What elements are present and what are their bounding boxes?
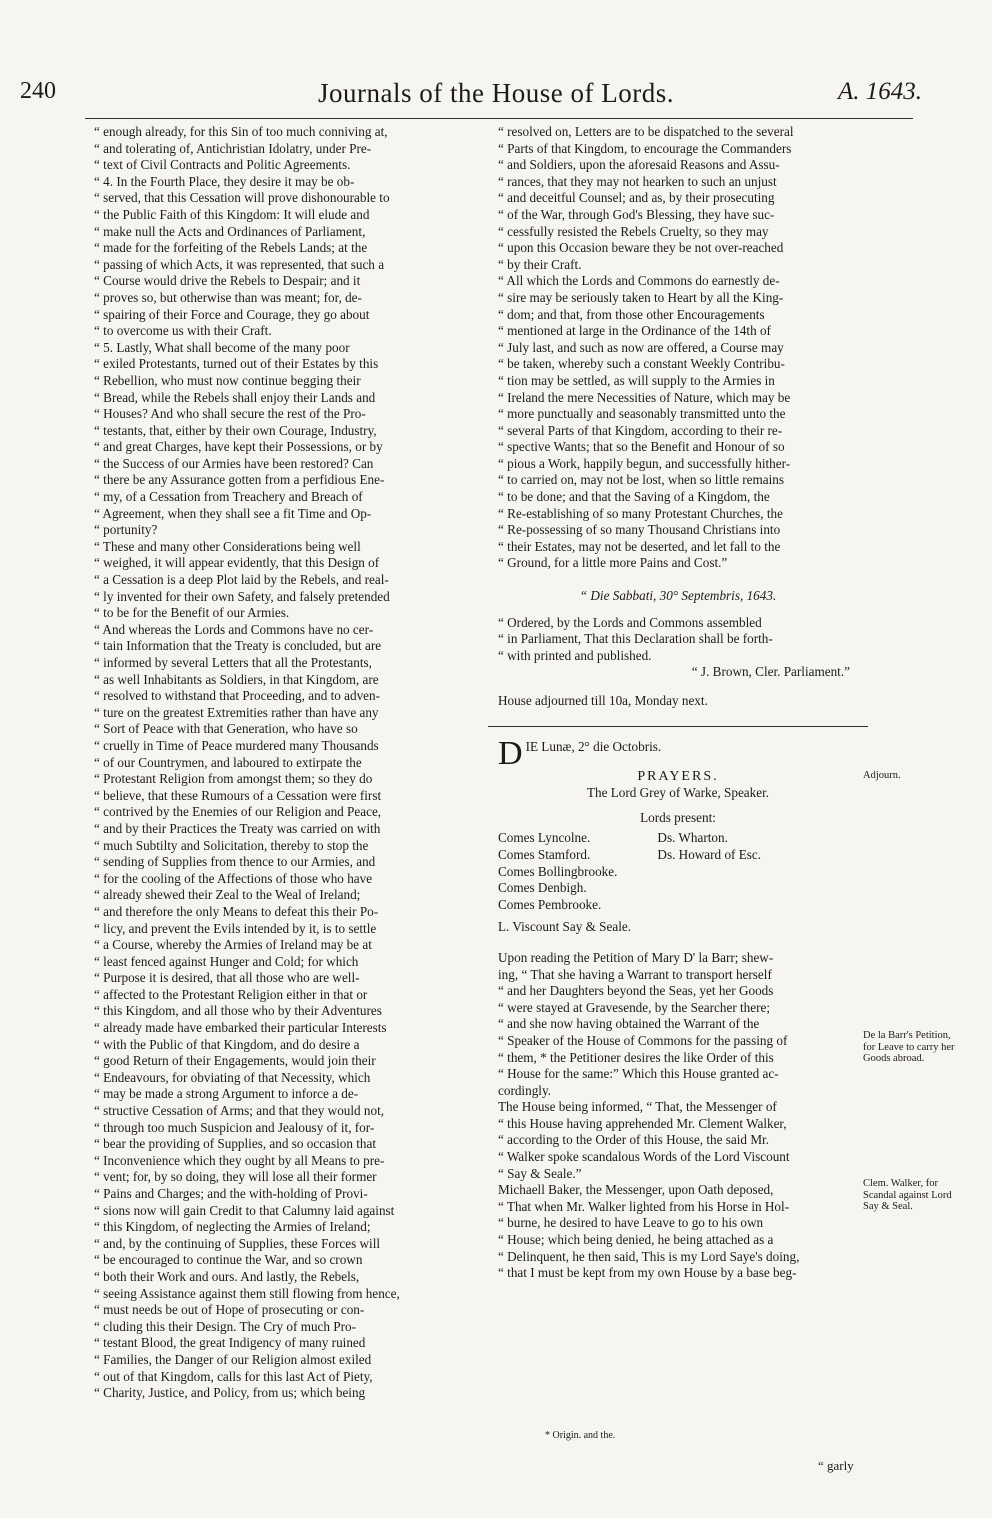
text-line: “ for the cooling of the Affections of those who have	[94, 870, 373, 886]
text-line: “ ly invented for their own Safety, and falsely pretended	[94, 588, 390, 604]
text-line: “ portunity?	[94, 522, 158, 538]
text-line: “ already made have embarked their particular Interests	[94, 1020, 387, 1036]
text-line: “ out of that Kingdom, calls for this last Act of Piety,	[94, 1368, 373, 1384]
text-line: “ believe, that these Rumours of a Cessation were first	[94, 787, 382, 803]
text-line: “ All which the Lords and Commons do earnestly de-	[498, 273, 780, 289]
text-line: “ Families, the Danger of our Religion almost exiled	[94, 1351, 372, 1367]
text-line: “ this Kingdom, of neglecting the Armies of Ireland;	[94, 1219, 371, 1235]
text-line: “ and Soldiers, upon the aforesaid Reasons and Assu-	[498, 157, 780, 173]
text-line: “ as well Inhabitants as Soldiers, in that Kingdom, are	[94, 671, 379, 687]
text-line: cordingly.	[498, 1082, 551, 1098]
margin-note-adjourn: Adjourn.	[863, 770, 901, 781]
lord-name: Comes Lyncolne.	[498, 830, 591, 846]
lord-name: Comes Denbigh.	[498, 880, 587, 896]
new-day-heading	[498, 734, 858, 772]
right-column-bottom-text	[498, 950, 858, 1282]
text-line: “ cluding this their Design. The Cry of much Pro-	[94, 1318, 356, 1334]
text-line: “ that I must be kept from my own House by a base beg-	[498, 1265, 797, 1281]
text-line: “ this Kingdom, and all those who by their Adventures	[94, 1003, 382, 1019]
text-line: “ be taken, whereby such a constant Weekly Contribu-	[498, 356, 785, 372]
text-line: “ Sort of Peace with that Generation, who have so	[94, 721, 358, 737]
text-line: “ informed by several Letters that all the Protestants,	[94, 655, 372, 670]
text-line: “ be encouraged to continue the War, and so crown	[94, 1252, 363, 1268]
text-line: “ the Success of our Armies have been restored? Can	[94, 455, 374, 471]
text-line: “ rances, that they may not hearken to such an unjust	[498, 173, 777, 189]
right-column	[498, 124, 858, 1282]
text-line: Upon reading the Petition of Mary D' la Barr; shew-	[498, 949, 774, 965]
text-line: “ pious a Work, happily begun, and successfully hither-	[498, 455, 791, 471]
text-line: “ according to the Order of this House, the said Mr.	[498, 1132, 770, 1148]
text-line: “ tion may be settled, as will supply to the Armies in	[498, 372, 775, 388]
prayers-heading: PRAYERS.	[637, 768, 719, 784]
year-label: A. 1643.	[837, 78, 922, 105]
text-line: “ my, of a Cessation from Treachery and Breach of	[94, 489, 363, 505]
text-line: “ July last, and such as now are offered, a Course may	[498, 339, 784, 355]
text-line: “ and she now having obtained the Warrant of the	[498, 1016, 760, 1032]
header-rule	[85, 118, 913, 119]
text-line: “ made for the forfeiting of the Rebels Lands; at the	[94, 240, 368, 256]
text-line: “ and her Daughters beyond the Seas, yet her Goods	[498, 983, 774, 999]
text-line: “ mentioned at large in the Ordinance of the 14th of	[498, 323, 771, 339]
text-line: “ tain Information that the Treaty is concluded, but are	[94, 638, 382, 654]
text-line: “ spairing of their Force and Courage, they go about	[94, 306, 370, 322]
lord-name: Comes Bollingbrooke.	[498, 863, 618, 879]
text-line: “ make null the Acts and Ordinances of Parliament,	[94, 223, 366, 239]
text-line: “ Pains and Charges; and the with-holding of Provi-	[94, 1186, 368, 1201]
text-line: “ Say & Seale.”	[498, 1165, 582, 1181]
text-line: “ to overcome us with their Craft.	[94, 323, 272, 339]
text-line: “ this House having apprehended Mr. Clement Walker,	[498, 1115, 787, 1131]
text-line: “ least fenced against Hunger and Cold; for which	[94, 953, 359, 969]
text-line: “ enough already, for this Sin of too much conniving at,	[94, 124, 388, 139]
drop-cap: D	[498, 734, 523, 772]
text-line: “ House for the same:” Which this House granted ac-	[498, 1066, 779, 1082]
text-line: “ Inconvenience which they ought by all Means to pre-	[94, 1152, 385, 1168]
text-line: “ must needs be out of Hope of prosecuting or con-	[94, 1302, 365, 1318]
text-line: “ resolved on, Letters are to be dispatched to the several	[498, 124, 794, 139]
text-line: “ Re-establishing of so many Protestant Churches, the	[498, 505, 783, 521]
text-line: “ good Return of their Engagements, would join their	[94, 1053, 376, 1069]
text-line: “ their Estates, may not be deserted, and let fall to the	[498, 538, 781, 554]
text-line: “ to be for the Benefit of our Armies.	[94, 605, 290, 621]
text-line: “ Delinquent, he then said, This is my Lord Saye's doing,	[498, 1248, 800, 1264]
text-line: “ Charity, Justice, and Policy, from us; which being	[94, 1385, 366, 1401]
text-line: “ to be done; and that the Saving of a Kingdom, the	[498, 489, 770, 505]
text-line: “ proves so, but otherwise than was meant; for, de-	[94, 289, 362, 305]
right-column-top-text	[498, 124, 858, 572]
text-line: “ several Parts of that Kingdom, according to their re-	[498, 422, 783, 438]
running-title: Journals of the House of Lords.	[318, 78, 674, 108]
adjourned-line: House adjourned till 10a, Monday next.	[498, 693, 708, 708]
text-line: “ affected to the Protestant Religion either in that or	[94, 986, 368, 1002]
text-line: “ Re-possessing of so many Thousand Christians into	[498, 522, 781, 538]
text-line: “ Houses? And who shall secure the rest of the Pro-	[94, 406, 366, 422]
text-line: “ and deceitful Counsel; and as, by their prosecuting	[498, 190, 775, 206]
text-line: “ through too much Suspicion and Jealousy of it, for-	[94, 1119, 375, 1135]
text-line: “ passing of which Acts, it was represented, that such a	[94, 256, 385, 272]
lord-name: Ds. Wharton.	[657, 830, 728, 846]
text-line: “ Ireland the mere Necessities of Nature, which may be	[498, 389, 791, 405]
catchword: “ garly	[818, 1458, 854, 1473]
text-line: “ Ground, for a little more Pains and Cost.”	[498, 555, 728, 571]
text-line: “ contrived by the Enemies of our Religion and Peace,	[94, 804, 382, 820]
lords-present-label: Lords present:	[640, 809, 716, 825]
text-line: “ the Public Faith of this Kingdom: It will elude and	[94, 206, 370, 222]
text-line: “ spective Wants; that so the Benefit and Honour of so	[498, 439, 785, 455]
text-line: “ sire may be seriously taken to Heart by all the King-	[498, 289, 784, 305]
text-line: “ These and many other Considerations being well	[94, 538, 361, 554]
text-line: “ Purpose it is desired, that all those who are well-	[94, 970, 360, 986]
lord-name: Ds. Howard of Esc.	[657, 846, 762, 862]
text-line: “ ture on the greatest Extremities rather than have any	[94, 704, 379, 720]
margin-note-labarr: De la Barr's Petition, for Leave to carry her Goods abroad.	[863, 1030, 955, 1064]
page-number: 240	[20, 78, 56, 104]
text-line: “ testants, that, either by their own Courage, Industry,	[94, 422, 377, 438]
date-line: “ Die Sabbati, 30° Septembris, 1643.	[579, 588, 777, 604]
text-line: “ cessfully resisted the Rebels Cruelty, so they may	[498, 223, 769, 239]
page-header	[0, 78, 992, 118]
text-line: “ a Cessation is a deep Plot laid by the Rebels, and real-	[94, 572, 389, 588]
text-line: “ upon this Occasion beware they be not over-reached	[498, 240, 784, 256]
footnote: * Origin. and the.	[545, 1430, 616, 1441]
text-line: “ much Subtilty and Solicitation, thereby to stop the	[94, 837, 369, 853]
text-line: “ by their Craft.	[498, 256, 582, 272]
text-line: “ to carried on, may not be lost, when so little remains	[498, 472, 785, 488]
text-line: “ House; which being denied, he being attached as a	[498, 1232, 774, 1248]
viscount-line: L. Viscount Say & Seale.	[498, 919, 632, 935]
text-line: “ both their Work and ours. And lastly, the Rebels,	[94, 1268, 360, 1284]
text-line: “ licy, and prevent the Evils intended by it, is to settle	[94, 920, 377, 936]
text-line: “ and tolerating of, Antichristian Idolatry, under Pre-	[94, 140, 372, 156]
text-line: “ and therefore the only Means to defeat this their Po-	[94, 903, 379, 919]
text-line: “ a Course, whereby the Armies of Ireland may be at	[94, 937, 372, 953]
margin-note-walker: Clem. Walker, for Scandal against Lord Say & Seal.	[863, 1178, 952, 1212]
text-line: “ Protestant Religion from amongst them; so they do	[94, 771, 373, 787]
text-line: “ weighed, it will appear evidently, that this Design of	[94, 555, 380, 571]
left-column	[94, 124, 489, 1402]
ordered-text	[498, 615, 858, 681]
text-line: “ seeing Assistance against them still flowing from hence,	[94, 1285, 400, 1301]
text-line: “ resolved to withstand that Proceeding, and to adven-	[94, 688, 381, 704]
text-line: “ And whereas the Lords and Commons have no cer-	[94, 621, 374, 637]
text-line: “ vent; for, by so doing, they will lose all their former	[94, 1169, 377, 1185]
text-line: “ them, * the Petitioner desires the like Order of this	[498, 1049, 774, 1065]
lord-name: Comes Pembrooke.	[498, 896, 602, 912]
text-line: “ and great Charges, have kept their Possessions, or by	[94, 439, 383, 455]
text-line: Michaell Baker, the Messenger, upon Oath deposed,	[498, 1182, 774, 1198]
text-line: “ may be made a strong Argument to inforce a de-	[94, 1086, 359, 1102]
text-line: “ 5. Lastly, What shall become of the many poor	[94, 339, 350, 355]
text-line: “ 4. In the Fourth Place, they desire it may be ob-	[94, 173, 355, 189]
text-line: “ structive Cessation of Arms; and that they would not,	[94, 1103, 385, 1119]
text-line: “ sending of Supplies from thence to our Armies, and	[94, 854, 376, 870]
text-line: “ and by their Practices the Treaty was carried on with	[94, 820, 381, 836]
text-line: “ That when Mr. Walker lighted from his Horse in Hol-	[498, 1198, 790, 1214]
text-line: “ sions now will gain Credit to that Calumny laid against	[94, 1202, 395, 1218]
text-line: “ Speaker of the House of Commons for the passing of	[498, 1032, 788, 1048]
text-line: “ with the Public of that Kingdom, and do desire a	[94, 1036, 360, 1052]
lord-name: Comes Stamford.	[498, 846, 591, 862]
text-line: “ Walker spoke scandalous Words of the Lord Viscount	[498, 1149, 790, 1165]
lords-column-1	[498, 830, 617, 913]
day-heading-text: IE Lunæ, 2° die Octobris.	[525, 738, 662, 754]
text-line: “ Course would drive the Rebels to Despair; and it	[94, 273, 361, 289]
text-line: “ bear the providing of Supplies, and so occasion that	[94, 1136, 376, 1152]
lords-column-2	[657, 830, 761, 913]
text-line: “ were stayed at Gravesende, by the Searcher there;	[498, 999, 771, 1015]
text-line: “ Endeavours, for obviating of that Necessity, which	[94, 1069, 371, 1085]
lords-present-list	[498, 830, 858, 913]
text-line: “ Bread, while the Rebels shall enjoy their Lands and	[94, 389, 376, 405]
text-line: “ and, by the continuing of Supplies, these Forces will	[94, 1235, 381, 1251]
ordered-line: “ Ordered, by the Lords and Commons assembled	[498, 614, 762, 630]
text-line: “ text of Civil Contracts and Politic Agreements.	[94, 157, 351, 173]
text-line: ing, “ That she having a Warrant to transport herself	[498, 966, 772, 982]
text-line: The House being informed, “ That, the Messenger of	[498, 1099, 777, 1115]
ordered-line: “ with printed and published.	[498, 647, 652, 663]
ordered-line: “ J. Brown, Cler. Parliament.”	[691, 664, 850, 680]
text-line: “ testant Blood, the great Indigency of many ruined	[94, 1335, 366, 1351]
text-line: “ cruelly in Time of Peace murdered many Thousands	[94, 737, 379, 753]
text-line: “ served, that this Cessation will prove dishonourable to	[94, 190, 390, 206]
text-line: “ Agreement, when they shall see a fit Time and Op-	[94, 505, 372, 521]
text-line: “ Parts of that Kingdom, to encourage the Commanders	[498, 140, 792, 156]
text-line: “ burne, he desired to have Leave to go to his own	[498, 1215, 764, 1231]
speaker-line: The Lord Grey of Warke, Speaker.	[586, 785, 770, 801]
text-line: “ of our Countrymen, and laboured to extirpate the	[94, 754, 362, 770]
ordered-line: “ in Parliament, That this Declaration shall be forth-	[498, 631, 773, 647]
section-rule	[488, 726, 868, 727]
text-line: “ Rebellion, who must now continue begging their	[94, 372, 361, 388]
text-line: “ more punctually and seasonably transmitted unto the	[498, 406, 786, 422]
text-line: “ already shewed their Zeal to the Weal of Ireland;	[94, 887, 361, 903]
text-line: “ exiled Protestants, turned out of their Estates by this	[94, 356, 379, 372]
text-line: “ dom; and that, from those other Encouragements	[498, 306, 765, 322]
text-line: “ of the War, through God's Blessing, they have suc-	[498, 206, 775, 222]
text-line: “ there be any Assurance gotten from a perfidious Ene-	[94, 472, 385, 488]
